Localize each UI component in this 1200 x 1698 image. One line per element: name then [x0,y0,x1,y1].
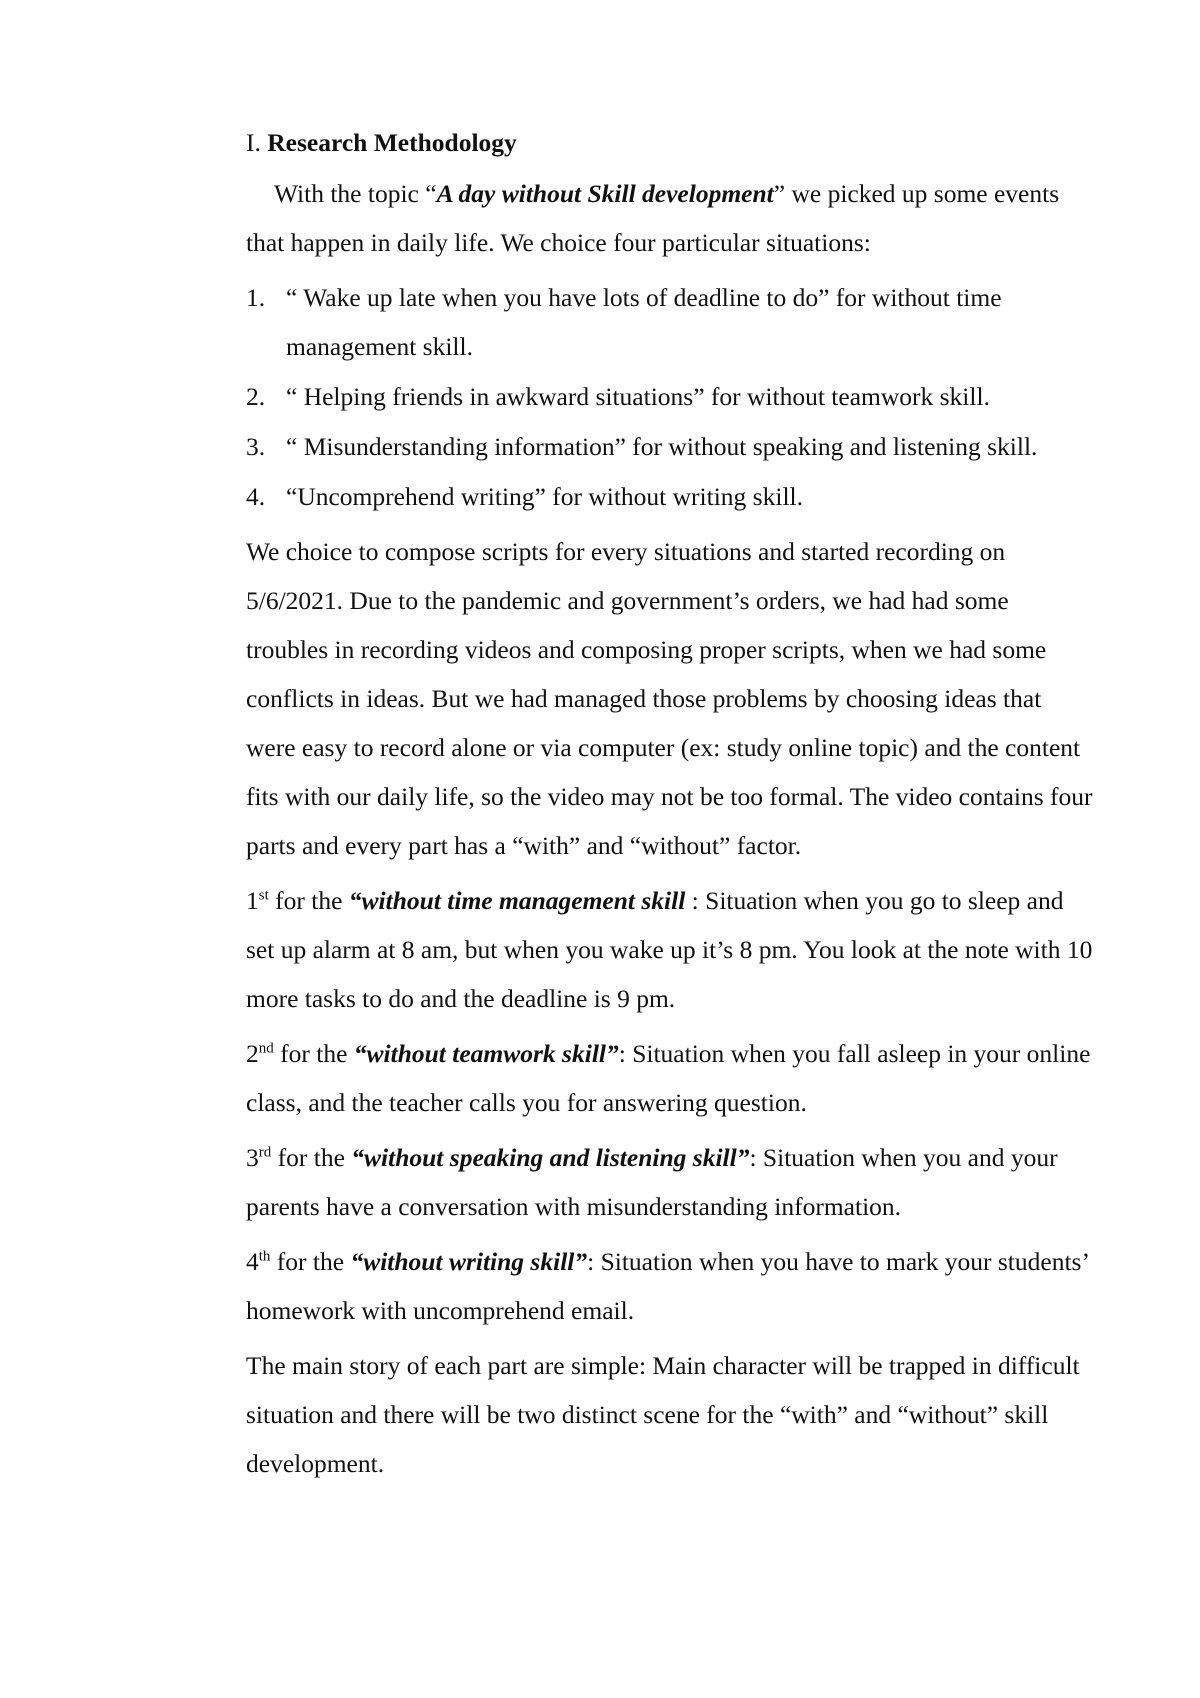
part-ordinal: 2 [246,1039,259,1068]
list-number: 3. [246,432,266,461]
list-text: “Uncomprehend writing” for without writing skill. [286,482,803,511]
part-description: : Situation when you go to sleep and set up alarm at 8 am, but when you wake up it’s 8 pm. You look at the note with 10 more tasks to do and the deadline is 9 pm. [246,886,1093,1013]
list-number: 4. [246,482,266,511]
ordinal-suffix: th [258,1248,271,1265]
list-item [246,422,1096,471]
ordinal-suffix: st [258,887,269,904]
part-for-the: for the [270,1247,351,1276]
list-item [246,372,1096,421]
methodology-paragraph: We choice to compose scripts for every situations and started recording on 5/6/2021. Due to the pandemic and government’s orders, we had had some troubles in recording videos and composing proper scripts, when we had some conflicts in ideas. But we had managed those problems by choosing ideas that were easy to record alone or via computer (ex: study online topic) and the content fits with our daily life, so the video may not be too formal. The video contains four parts and every part has a “with” and “without” factor. [246,537,1093,860]
situations-list [246,273,1096,521]
list-text: “ Helping friends in awkward situations” for without teamwork skill. [286,382,990,411]
topic-title: A day without Skill development [436,179,774,208]
list-number: 2. [246,382,266,411]
part-description: : Situation when you and your parents have a conversation with misunderstanding information. [246,1143,1058,1221]
part-description: : Situation when you fall asleep in your online class, and the teacher calls you for answering question. [246,1039,1091,1117]
document-body [246,118,1096,1494]
section-title: Research Methodology [267,128,517,157]
closing-paragraph: The main story of each part are simple: Main character will be trapped in difficult situation and there will be two distinct scene for the “with” and “without” skill development. [246,1351,1080,1478]
intro-text-after: ” we picked up some events that happen in daily life. We choice four particular situations: [246,179,1060,257]
part-paragraph [246,1237,1096,1335]
part-for-the: for the [273,1039,354,1068]
intro-text-before: With the topic “ [274,179,437,208]
part-for-the: for the [268,886,349,915]
part-ordinal: 1 [246,886,259,915]
part-for-the: for the [271,1143,352,1172]
list-item [246,273,1096,371]
part-ordinal: 4 [246,1247,259,1276]
list-item [246,472,1096,521]
list-text: “ Wake up late when you have lots of deadline to do” for without time management skill. [286,283,1002,361]
part-paragraph [246,1133,1096,1231]
part-paragraph [246,1029,1096,1127]
ordinal-suffix: rd [258,1144,272,1161]
part-paragraph [246,876,1096,1023]
part-skill: “without time management skill [348,886,686,915]
intro-paragraph [246,169,1096,267]
ordinal-suffix: nd [258,1040,274,1057]
part-skill: “without teamwork skill” [353,1039,619,1068]
list-number: 1. [246,283,266,312]
part-skill: “without writing skill” [350,1247,588,1276]
part-description: : Situation when you have to mark your students’ homework with uncomprehend email. [246,1247,1089,1325]
part-ordinal: 3 [246,1143,259,1172]
section-heading [246,118,1096,167]
part-skill: “without speaking and listening skill” [351,1143,750,1172]
list-text: “ Misunderstanding information” for without speaking and listening skill. [286,432,1038,461]
section-number: I. [246,128,261,157]
